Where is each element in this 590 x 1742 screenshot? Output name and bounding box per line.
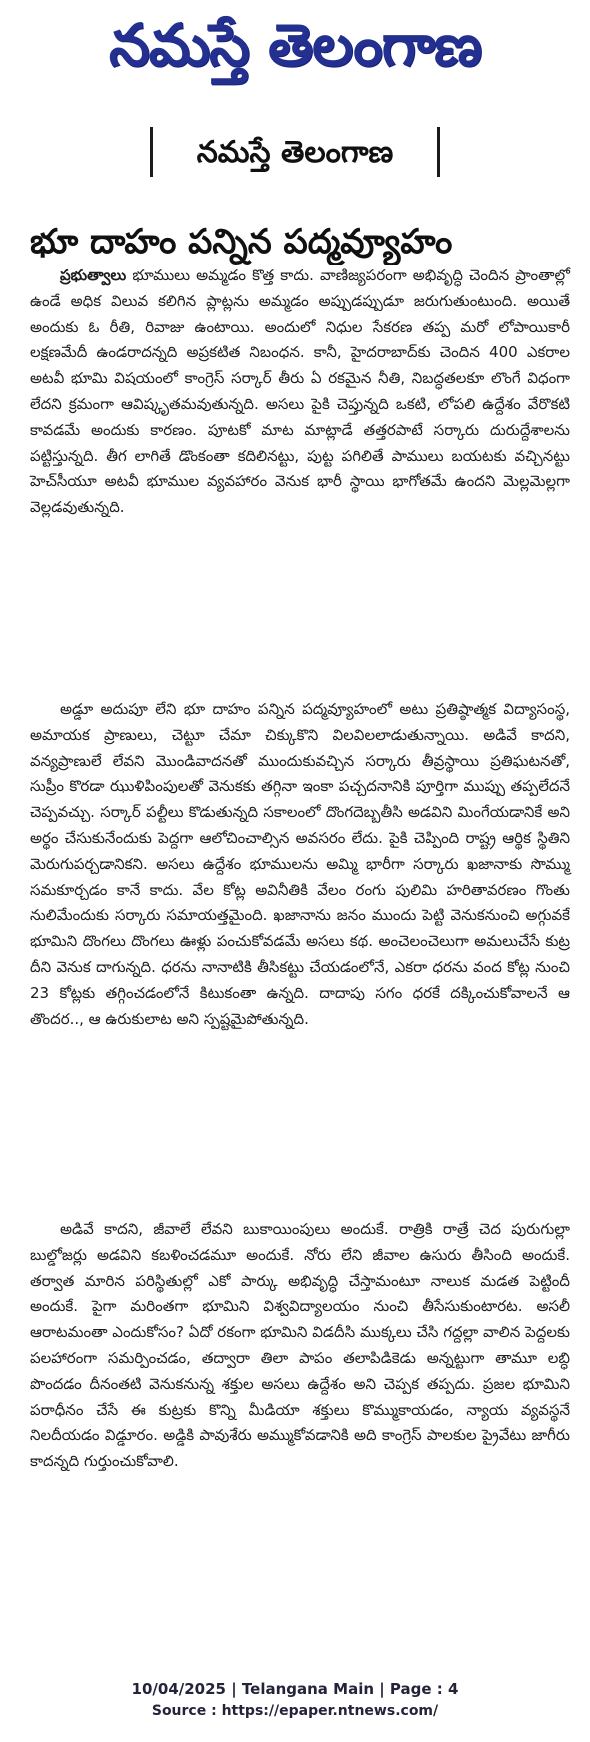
article-paragraph-3: [30, 1217, 570, 1475]
footer-dateline: 10/04/2025 | Telangana Main | Page : 4: [131, 1680, 459, 1698]
article-headline: భూ దాహం పన్నిన పద్మవ్యూహం: [30, 221, 453, 262]
paragraph-text: అడ్డూ అదుపూ లేని భూ దాహం పన్నిన పద్మవ్యూహంలో అటు ప్రతిష్ఠాత్మక విద్యాసంస్థ, అమాయక ప్రాణులు, చెట్టూ చేమా చిక్కుకొని విలవిలలాడుతున్నాయి. అడివే కాదని, వన్యప్రాణులే లేవని మొండివాదనతో ముందుకువచ్చిన సర్కారు తీవ్రస్థాయి ప్రతిఘటనతో, సుప్రీం కొరడా ఝుళిపింపులతో వెనుకకు తగ్గినా ఇంకా పచ్చదనానికి పూర్తిగా ముప్పు తప్పలేదనే చెప్పవచ్చు. సర్కార్ పల్టీలు కొడుతున్నది సకాలంలో దొంగదెబ్బతీసి అడవిని మింగేయడానికే అని అర్థం చేసుకునేందుకు పెద్దగా ఆలోచించాల్సిన అవసరం లేదు. పైకి చెప్పింది రాష్ట్ర ఆర్థిక స్థితిని మెరుగుపర్చడానికని. అసలు ఉద్దేశం భూములను అమ్మి భారీగా సర్కారు ఖజానాకు సొమ్ము సమకూర్చడం కానే కాదు. వేల కోట్ల అవినీతికి వేలం రంగు పులిమి హరితావరణం గొంతు నులిమేందుకు సర్కారు సమాయత్తమైంది. ఖజానాను జనం ముందు పెట్టి వెనుకనుంచి అగ్గువకే భూమిని దొంగలు దొంగలు ఊళ్లు పంచుకోవడమే అసలు కథ. అంచెలంచెలుగా అమలుచేసే కుట్ర దీని వెనుక దాగున్నది. ధరను నానాటికి తీసికట్టు చేయడంలోనే, ఎకరా ధరను వంద కోట్ల నుంచి 23 కోట్లకు తగ్గించడంలోనే కిటుకంతా ఉన్నది. దాదాపు సగం ధరకే దక్కించుకోవాలనే ఆ తొందర.., ఆ ఉరుకులాట అని స్పష్టమైపోతున్నది.: [30, 700, 570, 1028]
column-logo: నమస్తే తెలంగాణ: [196, 135, 394, 170]
masthead-title: నమస్తే తెలంగాణ: [109, 11, 481, 79]
column-logo-box: [150, 127, 440, 177]
paragraph-text: అడివే కాదని, జీవాలే లేవని బుకాయింపులు అందుకే. రాత్రికి రాత్రే చెద పురుగుల్లా బుల్డోజర్లు అడవిని కబళించడమూ అందుకే. నోరు లేని జీవాల ఉసురు తీసింది అందుకే. తర్వాత మారిన పరిస్థితుల్లో ఎకో పార్కు అభివృద్ధి చేస్తామంటూ నాలుక మడత పెట్టిందీ అందుకే. పైగా మరింతగా భూమిని విశ్వవిద్యాలయం నుంచి తీసేసుకుంటారట. అసలీ ఆరాటమంతా ఎందుకోసం? ఏదో రకంగా భూమిని విడదీసి ముక్కలు చేసి గద్దల్లా వాలిన పెద్దలకు పలహారంగా సమర్పించడం, తద్వారా తిలా పాపం తలాపిడికెడు అన్నట్టుగా తామూ లబ్ధి పొందడం దీనంతటి వెనుకనున్న శక్తుల అసలు ఉద్దేశం అని చెప్పక తప్పదు. ప్రజల భూమిని పరాధీనం చేసే ఈ కుట్రకు కొన్ని మీడియా శక్తులు కొమ్ముకాయడం, న్యాయ వ్యవస్థనే నిలదీయడం విడ్డూరం. అడ్డికి పావుశేరు అమ్ముకోవడానికి అది కాంగ్రెస్ పాలకుల ప్రైవేటు జాగీరు కాదన్నది గుర్తుంచుకోవాలి.: [30, 1220, 570, 1471]
page-footer: [0, 1678, 590, 1722]
article-paragraph-1: [30, 263, 570, 521]
footer-source-link[interactable]: Source : https://epaper.ntnews.com/: [151, 1703, 439, 1719]
right-vertical-rule: [437, 127, 440, 177]
article-paragraph-2: [30, 697, 570, 1032]
newspaper-masthead: [0, 6, 590, 84]
paragraph-text: భూములు అమ్మడం కొత్త కాదు. వాణిజ్యపరంగా అభివృద్ధి చెందిన ప్రాంతాల్లో ఉండే అధిక విలువ కలిగిన ప్లాట్లను అమ్మడం అప్పుడప్పుడూ జరుగుతుంటుంది. అయితే అందుకు ఓ రీతి, రివాజు ఉంటాయి. అందులో నిధుల సేకరణ తప్ప మరో లోపాయికారీ లక్షణమేదీ ఉండరాదన్నది అప్రకటిత నిబంధన. కానీ, హైదరాబాద్‌కు చెందిన 400 ఎకరాల అటవీ భూమి విషయంలో కాంగ్రెస్ సర్కార్ తీరు ఏ రకమైన నీతి, నిబద్ధతలకూ లొంగే విధంగా లేదని క్రమంగా ఆవిష్కృతమవుతున్నది. అసలు పైకి చెప్తున్నది ఒకటి, లోపలి ఉద్దేశం వేరొకటి కావడమే అందుకు కారణం. పూటకో మాట మాట్లాడే తత్తరపాటే సర్కారు దురుద్దేశాలను పట్టిస్తున్నది. తీగ లాగితే డొంకంతా కదిలినట్టు, పుట్ట పగిలితే పాములు బయటకు వచ్చినట్టు హెచ్‌సీయూ అటవీ భూముల వ్యవహారం వెనుక భారీ స్థాయి భాగోతమే ఉందని మెల్లమెల్లగా వెల్లడవుతున్నది.: [30, 266, 570, 517]
paragraph-lead-word: ప్రభుత్వాలు: [60, 266, 127, 284]
